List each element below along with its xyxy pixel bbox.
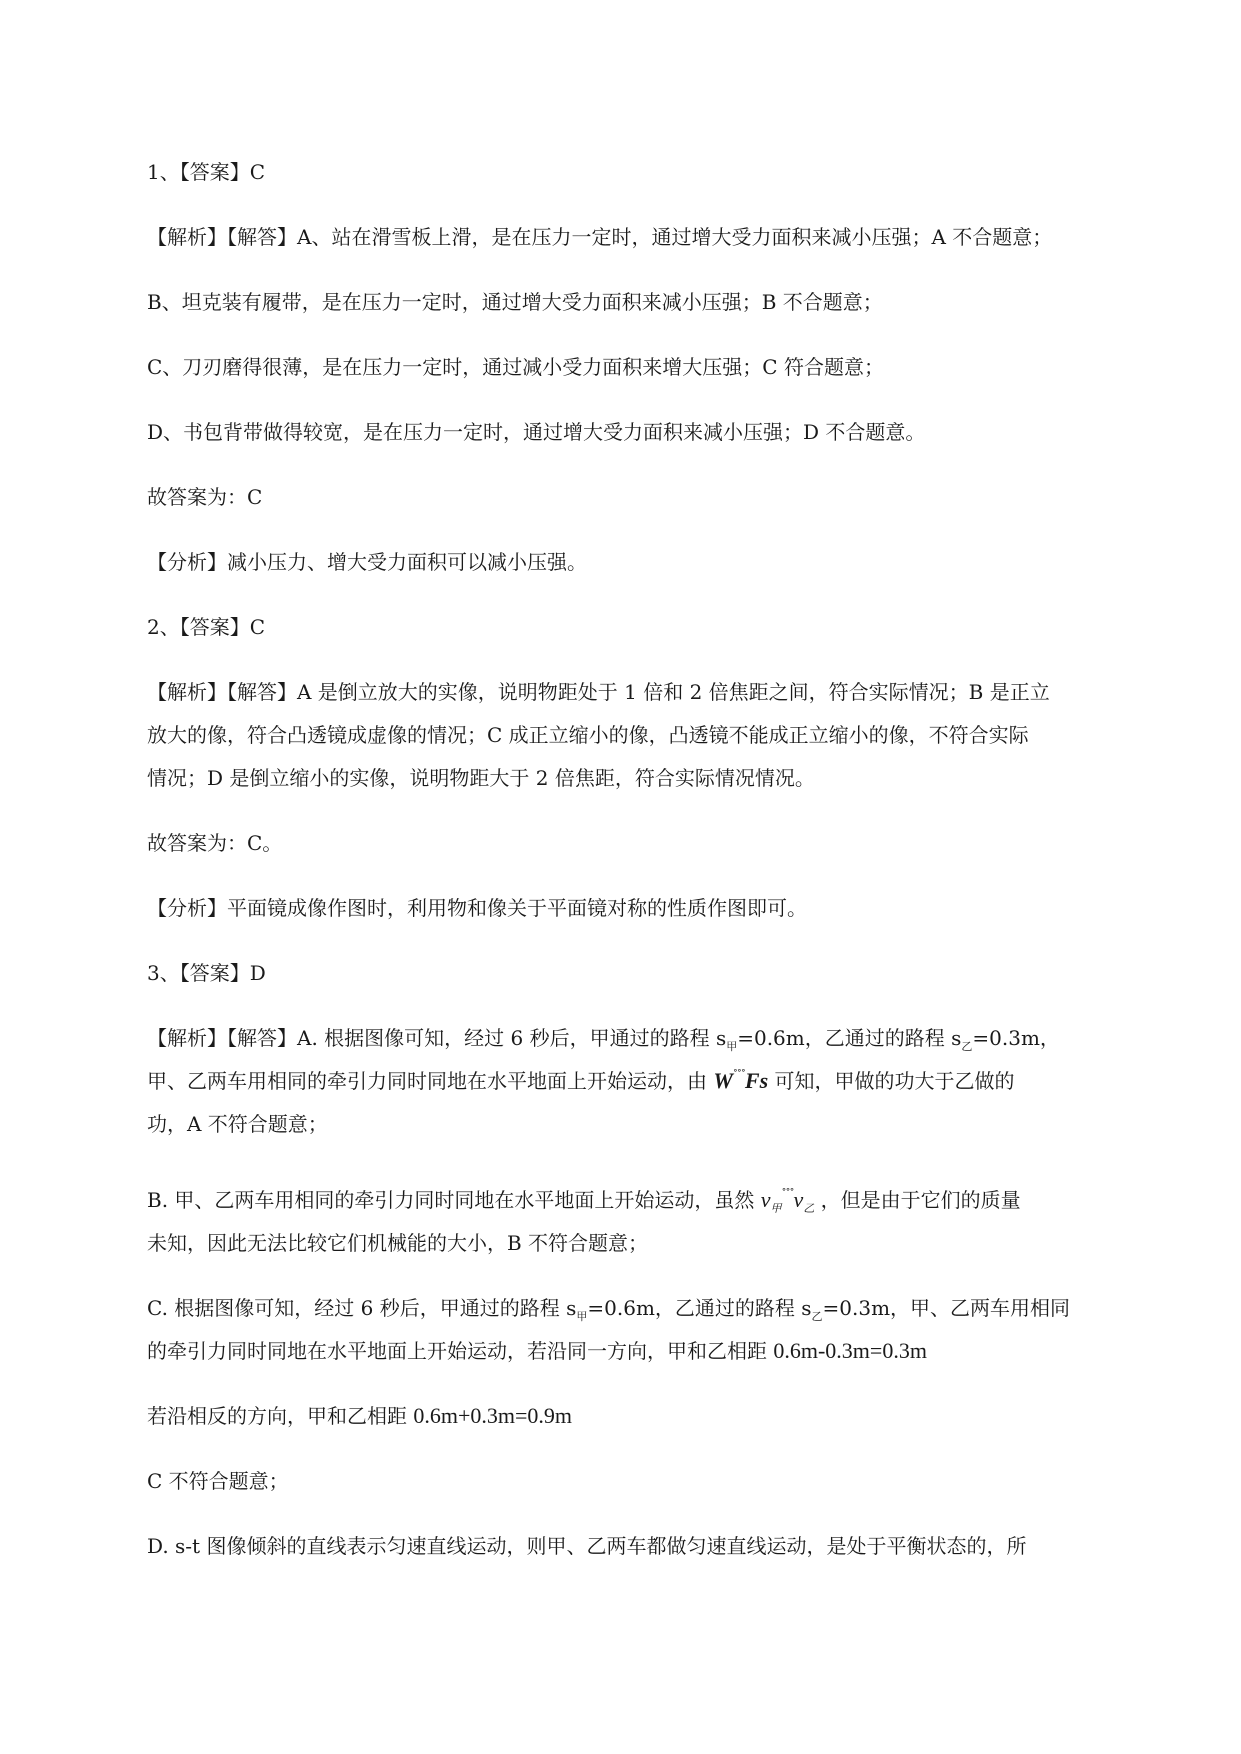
subscript-jia: 甲 xyxy=(726,1040,738,1053)
q3-explanation-a-line1 xyxy=(147,1026,1060,1054)
q3-explanation-c-line1 xyxy=(147,1296,1070,1324)
velocity-yi: $v_乙$ xyxy=(793,1187,815,1215)
q3-c-text-pre: C. 根据图像可知，经过 6 秒后，甲通过的路程 s xyxy=(147,1296,577,1320)
q3-a-text-pre: 【解析】【解答】A. 根据图像可知，经过 6 秒后，甲通过的路程 s xyxy=(147,1026,727,1050)
q1-explanation-a: 【解析】【解答】A、站在滑雪板上滑，是在压力一定时，通过增大受力面积来减小压强；A 不合题意； xyxy=(147,225,1053,249)
q1-conclusion: 故答案为：C xyxy=(147,485,263,509)
q3-explanation-c-line2 xyxy=(147,1339,927,1363)
subscript-yi: 乙 xyxy=(961,1040,973,1053)
q1-explanation-b: B、坦克装有履带，是在压力一定时，通过增大受力面积来减小压强；B 不合题意； xyxy=(147,290,883,314)
q3-a-text2-pre: 甲、乙两车用相同的牵引力同时同地在水平地面上开始运动，由 xyxy=(147,1069,707,1093)
q2-answer: 2、【答案】C xyxy=(147,615,266,639)
q3-c-text3-pre: 若沿相反的方向，甲和乙相距 xyxy=(147,1404,407,1428)
q3-a-text-end: =0.3m， xyxy=(972,1026,1060,1050)
q3-a-text-mid: =0.6m，乙通过的路程 s xyxy=(737,1026,962,1050)
subscript-jia: 甲 xyxy=(576,1310,588,1323)
q3-a-text2-post: 可知，甲做的功大于乙做的 xyxy=(774,1069,1015,1093)
q3-b-text-post: ，但是由于它们的质量 xyxy=(820,1188,1021,1212)
q2-explanation-line1: 【解析】【解答】A 是倒立放大的实像，说明物距处于 1 倍和 2 倍焦距之间，符合实际情况；B 是正立 xyxy=(147,680,1050,704)
q3-explanation-c-line3 xyxy=(147,1404,572,1428)
distance-same-direction: 0.6m-0.3m=0.3m xyxy=(773,1338,927,1363)
q3-c-text-end: =0.3m，甲、乙两车用相同 xyxy=(822,1296,1071,1320)
velocity-jia: $v_甲$ xyxy=(760,1187,782,1215)
q3-explanation-d-line1: D. s-t 图像倾斜的直线表示匀速直线运动，则甲、乙两车都做匀速直线运动，是处于平衡状态的，所 xyxy=(147,1534,1027,1558)
q2-analysis: 【分析】平面镜成像作图时，利用物和像关于平面镜对称的性质作图即可。 xyxy=(147,896,807,920)
q3-c-text2-pre: 的牵引力同时同地在水平地面上开始运动，若沿同一方向，甲和乙相距 xyxy=(147,1339,767,1363)
q2-explanation-line2: 放大的像，符合凸透镜成虚像的情况；C 成正立缩小的像，凸透镜不能成正立缩小的像，不符合实际 xyxy=(147,723,1029,747)
q3-c-text-mid: =0.6m，乙通过的路程 s xyxy=(587,1296,812,1320)
q1-analysis: 【分析】减小压力、增大受力面积可以减小压强。 xyxy=(147,550,587,574)
formula-w: W xyxy=(713,1068,733,1093)
q2-explanation-line3: 情况；D 是倒立缩小的实像，说明物距大于 2 倍焦距，符合实际情况情况。 xyxy=(147,766,815,790)
subscript-yi: 乙 xyxy=(811,1310,823,1323)
q3-explanation-b-line1 xyxy=(147,1188,1021,1217)
q3-explanation-a-line2 xyxy=(147,1069,1015,1098)
q1-explanation-c: C、刀刃磨得很薄，是在压力一定时，通过减小受力面积来增大压强；C 符合题意； xyxy=(147,355,884,379)
distance-opposite-direction: 0.6m+0.3m=0.9m xyxy=(413,1403,573,1428)
q3-explanation-b-line2: 未知，因此无法比较它们机械能的大小，B 不符合题意； xyxy=(147,1231,649,1255)
q3-answer: 3、【答案】D xyxy=(147,961,266,985)
comparison-glyph: ˚˚˚ xyxy=(781,1189,794,1200)
q3-explanation-c-line4: C 不符合题意； xyxy=(147,1469,289,1493)
q3-b-text-pre: B. 甲、乙两车用相同的牵引力同时同地在水平地面上开始运动，虽然 xyxy=(147,1188,755,1212)
q1-explanation-d: D、书包背带做得较宽，是在压力一定时，通过增大受力面积来减小压强；D 不合题意。 xyxy=(147,420,926,444)
formula-equals-glyph: ˚˚˚ xyxy=(732,1070,745,1081)
q3-explanation-a-line3: 功，A 不符合题意； xyxy=(147,1112,328,1136)
formula-fs: Fs xyxy=(744,1068,769,1093)
q1-answer: 1、【答案】C xyxy=(147,160,266,184)
q2-conclusion: 故答案为：C。 xyxy=(147,831,283,855)
